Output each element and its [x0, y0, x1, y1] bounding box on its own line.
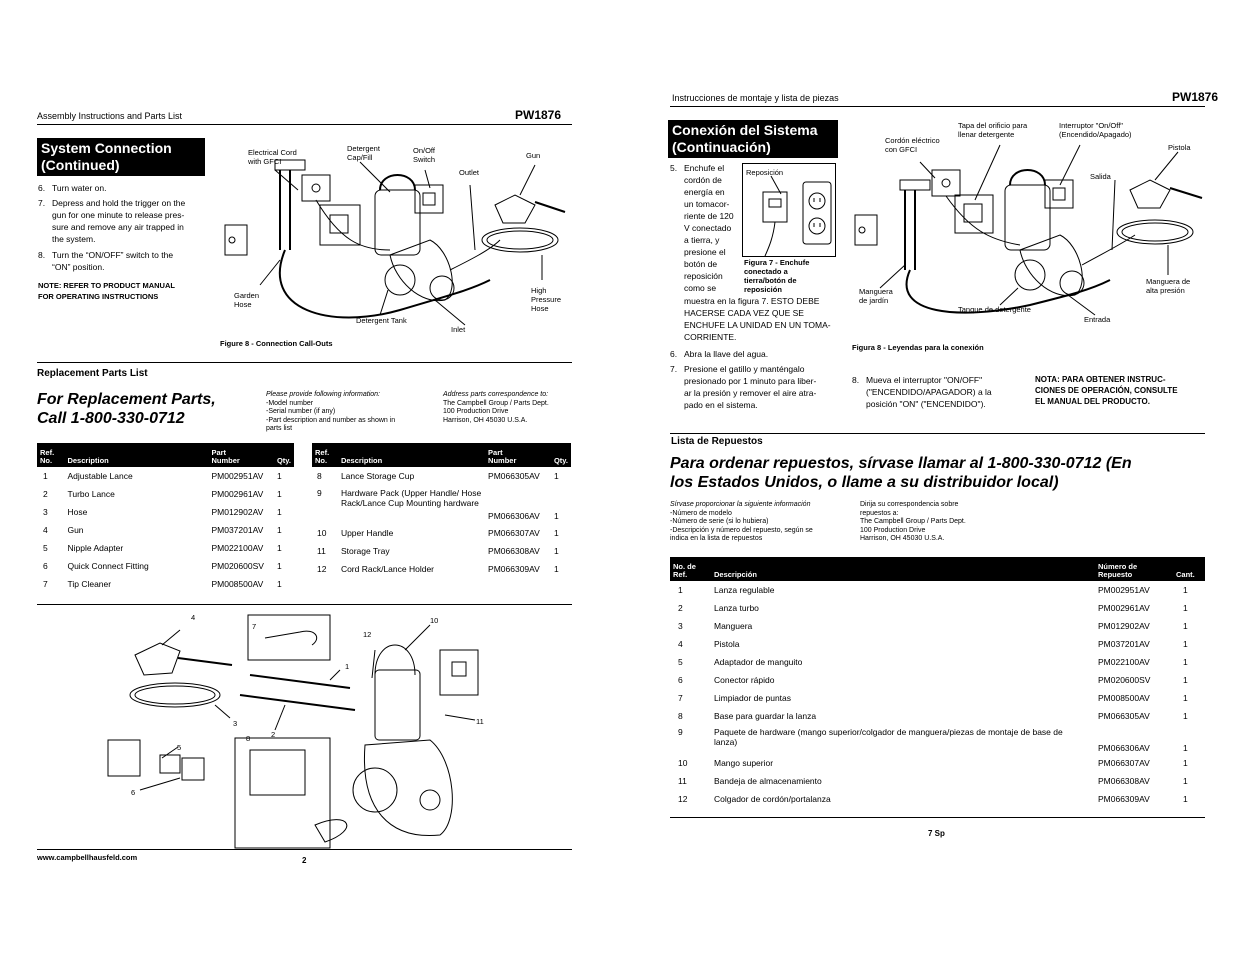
- diagram-number-3: 3: [233, 719, 238, 728]
- table-row: 7 Tip Cleaner PM008500AV 1: [43, 579, 282, 589]
- right-call-heading: [670, 454, 1205, 492]
- parts-table-left-a: [37, 443, 294, 593]
- right-section-title: [668, 120, 838, 158]
- callout-cordon-electrico: Cordón eléctrico con GFCI: [885, 136, 940, 154]
- callout-detergent-cap: Detergent Cap/Fill: [347, 144, 380, 162]
- diagram-number-12: 12: [363, 630, 372, 639]
- left-info-block: Please provide following information: -Model number -Serial number (if any) -Part description and number as shown in parts list: [266, 391, 396, 432]
- right-page-number: 7 Sp: [928, 829, 945, 838]
- table-row: 5 Nipple Adapter PM022100AV 1: [43, 543, 282, 553]
- diagram-number-8: 8: [246, 734, 251, 743]
- right-model: PW1876: [1172, 90, 1219, 104]
- parts-table-left-b: [312, 443, 571, 578]
- step-text: Depress and hold the trigger on the: [52, 198, 186, 208]
- left-section-title: [37, 138, 205, 176]
- left-exploded-rule: [37, 604, 572, 605]
- diagram-number-11: 11: [476, 717, 484, 726]
- call-line: los Estados Unidos, o llame a su distribuidor local): [670, 474, 1059, 491]
- table-header-row: No. de Ref. Descripción Número de Repuesto Cant.: [670, 557, 1205, 581]
- call-line: For Replacement Parts,: [37, 391, 216, 408]
- callout-inlet: Inlet: [451, 325, 466, 334]
- diagram-number-4: 4: [191, 613, 196, 622]
- step-text: “ON” position.: [52, 262, 105, 272]
- left-header-rule: [37, 124, 572, 125]
- table-row: 9 Hardware Pack (Upper Handle/ Hose Rack/Lance Cup Mounting hardware PM066306AV 1: [317, 488, 559, 521]
- table-row: 3 Hose PM012902AV 1: [43, 507, 282, 517]
- diagram-number-5: 5: [177, 743, 182, 752]
- table-header-row: Ref. No. Description Part Number Qty.: [312, 443, 571, 467]
- callout-outlet: Outlet: [459, 168, 480, 177]
- parts-table-right: [670, 557, 1205, 808]
- fig7-reset-label: Reposición: [746, 168, 784, 177]
- step-text: Turn water on.: [52, 183, 107, 193]
- connection-diagram: [220, 140, 570, 340]
- right-nota: NOTA: PARA OBTENER INSTRUC- CIONES DE OPERACIÓN, CONSULTE EL MANUAL DEL PRODUCTO.: [1035, 375, 1178, 406]
- callout-pistola: Pistola: [1168, 143, 1191, 152]
- reset-outlet-icon: [743, 164, 835, 256]
- callout-electrical-cord: Electrical Cord with GFCI: [248, 148, 297, 166]
- call-line: Call 1-800-330-0712: [37, 410, 185, 427]
- step-num: 8.: [38, 250, 46, 260]
- table-row: 12 Cord Rack/Lance Holder PM066309AV 1: [317, 564, 559, 574]
- table-row: 8 Base para guardar la lanza PM066305AV 1: [678, 711, 1188, 721]
- callout-manguera-alta: Manguera de alta presión: [1146, 277, 1191, 295]
- left-section-title-line2: (Continued): [41, 157, 120, 173]
- callout-detergent-tank: Detergent Tank: [356, 316, 407, 325]
- table-row: 2 Lanza turbo PM002961AV 1: [678, 603, 1188, 613]
- diagram-number-10: 10: [430, 616, 439, 625]
- right-rpl-heading: Lista de Repuestos: [671, 436, 763, 447]
- callout-high-pressure-hose: High Pressure Hose: [531, 286, 562, 313]
- left-steps: [38, 182, 208, 277]
- table-header-row: Ref. No. Description Part Number Qty.: [37, 443, 294, 467]
- step-num: 7.: [38, 198, 46, 208]
- step-6: [38, 182, 208, 197]
- table-row: 10 Upper Handle PM066307AV 1: [317, 528, 559, 538]
- table-row: 7 Limpiador de puntas PM008500AV 1: [678, 693, 1188, 703]
- table-row: 6 Conector rápido PM020600SV 1: [678, 675, 1188, 685]
- callout-interruptor: Interruptor "On/Off" (Encendido/Apagado): [1059, 121, 1132, 139]
- right-section-title-line2: (Continuación): [672, 139, 771, 155]
- step-text: the system.: [52, 234, 96, 244]
- table-row: 1 Lanza regulable PM002951AV 1: [678, 585, 1188, 595]
- callout-garden-hose: Garden Hose: [234, 291, 260, 309]
- step-8: [38, 249, 208, 277]
- table-row: 3 Manguera PM012902AV 1: [678, 621, 1188, 631]
- callout-gun: Gun: [526, 151, 541, 160]
- table-row: 4 Gun PM037201AV 1: [43, 525, 282, 535]
- step-text: gun for one minute to release pres-: [52, 210, 185, 220]
- left-parts-rule: [37, 362, 572, 363]
- table-row: 11 Bandeja de almacenamiento PM066308AV 1: [678, 776, 1188, 786]
- left-header: Assembly Instructions and Parts List: [37, 111, 183, 121]
- callout-onoff-switch: On/Off Switch: [413, 146, 436, 164]
- table-row: 10 Mango superior PM066307AV 1: [678, 758, 1188, 768]
- diagram-number-2: 2: [271, 730, 276, 739]
- note-line: FOR OPERATING INSTRUCTIONS: [38, 292, 159, 301]
- step-text: Turn the “ON/OFF” switch to the: [52, 250, 174, 260]
- table-row: 4 Pistola PM037201AV 1: [678, 639, 1188, 649]
- left-address-block: Address parts correspondence to: The Campbell Group / Parts Dept. 100 Production Drive Harrison, OH 45030 U.S.A.: [443, 391, 549, 424]
- callout-tanque: Tanque de detergente: [958, 305, 1031, 314]
- right-info-block: Sírvase proporcionar la siguiente información -Número de modelo -Número de serie (si lo hubiera) -Descripción y número del repuesto, según se indica en la lista de repuestos: [670, 501, 813, 542]
- step-text: sure and remove any air trapped in: [52, 222, 184, 232]
- note-line: NOTE: REFER TO PRODUCT MANUAL: [38, 281, 175, 290]
- figure-7-box: [742, 163, 836, 257]
- left-footer-rule: [37, 849, 572, 850]
- diagram-number-7: 7: [252, 622, 257, 631]
- table-row: 11 Storage Tray PM066308AV 1: [317, 546, 559, 556]
- right-section-title-line1: Conexión del Sistema: [672, 122, 818, 138]
- diagram-number-1: 1: [345, 662, 350, 671]
- left-rpl-heading: Replacement Parts List: [37, 368, 148, 379]
- footer-url: www.campbellhausfeld.com: [37, 853, 138, 862]
- fig7-caption: Figura 7 - Enchufe conectado a tierra/botón de reposición: [744, 258, 810, 294]
- table-row: 12 Colgador de cordón/portalanza PM066309AV 1: [678, 794, 1188, 804]
- diagram-number-6: 6: [131, 788, 136, 797]
- exploded-parts-diagram: [100, 610, 500, 850]
- table-row: 1 Adjustable Lance PM002951AV 1: [43, 471, 282, 481]
- table-row: 6 Quick Connect Fitting PM020600SV 1: [43, 561, 282, 571]
- left-model: PW1876: [515, 108, 562, 122]
- left-section-title-line1: System Connection: [41, 140, 172, 156]
- table-row: 5 Adaptador de manguito PM022100AV 1: [678, 657, 1188, 667]
- step-num: 6.: [38, 183, 46, 193]
- right-header-rule: [670, 106, 1205, 107]
- right-parts-rule: [670, 433, 1205, 434]
- callout-salida: Salida: [1090, 172, 1111, 181]
- right-figure-caption: Figura 8 - Leyendas para la conexión: [852, 343, 984, 352]
- left-note: [38, 280, 175, 302]
- callout-entrada: Entrada: [1084, 315, 1111, 324]
- table-row: 9 Paquete de hardware (mango superior/colgador de manguera/piezas de montaje de base de lanza) PM066306AV 1: [678, 727, 1188, 753]
- callout-manguera-jardin: Manguera de jardín: [859, 287, 893, 305]
- step-7: [38, 197, 208, 249]
- left-call-heading: [37, 390, 216, 428]
- table-row: 2 Turbo Lance PM002961AV 1: [43, 489, 282, 499]
- table-row: 8 Lance Storage Cup PM066305AV 1: [317, 471, 559, 481]
- right-header: Instrucciones de montaje y lista de piezas: [672, 93, 839, 103]
- left-figure-caption: Figure 8 - Connection Call-Outs: [220, 339, 333, 348]
- right-address-block: Dirija su correspondencia sobre repuestos a: The Campbell Group / Parts Dept. 100 Production Drive Harrison, OH 45030 U.S.A.: [860, 501, 966, 542]
- callout-tapa-detergente: Tapa del orificio para llenar detergente: [958, 121, 1028, 139]
- right-footer-rule: [670, 817, 1205, 818]
- left-page-number: 2: [302, 856, 307, 865]
- call-line: Para ordenar repuestos, sírvase llamar al 1-800-330-0712 (En: [670, 455, 1132, 472]
